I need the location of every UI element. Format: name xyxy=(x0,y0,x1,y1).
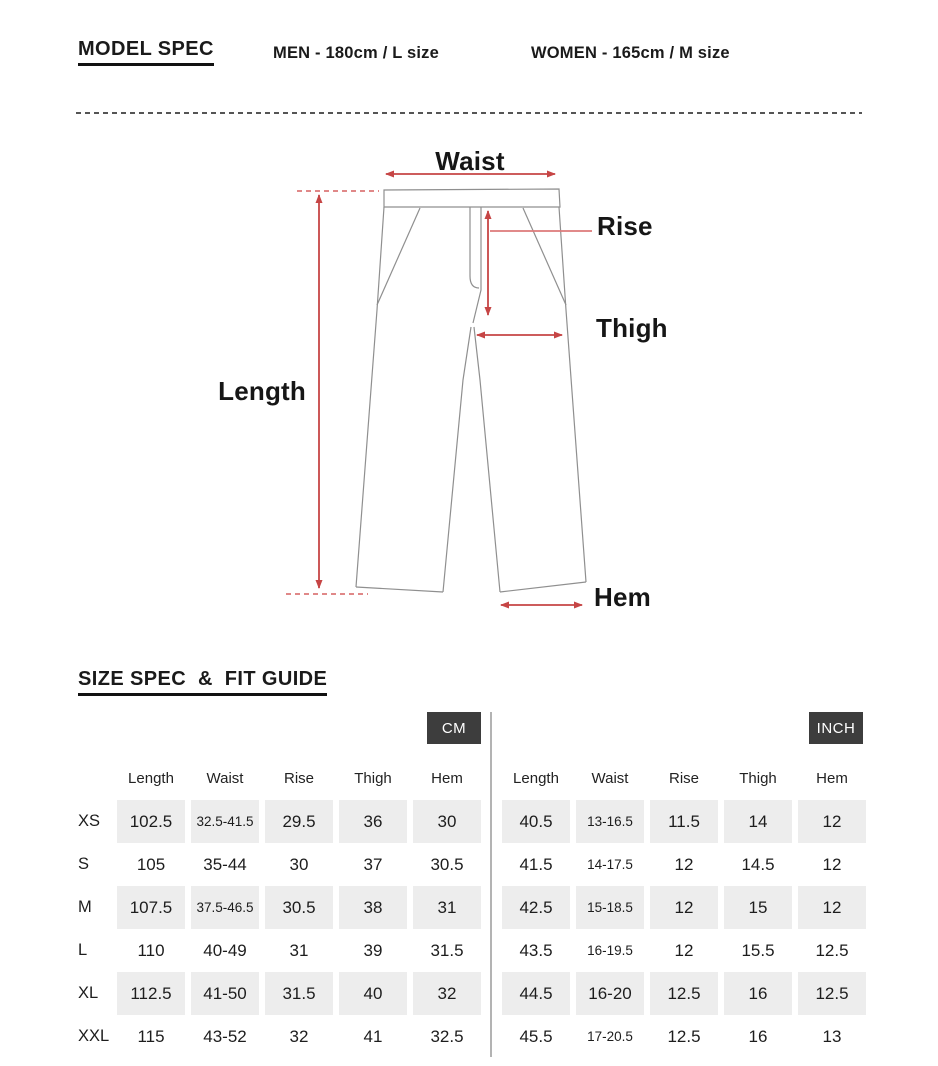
size-guide-title: SIZE SPEC & FIT GUIDE xyxy=(78,668,327,696)
spec-cell: 32 xyxy=(289,1026,309,1046)
spec-cell: 30.5 xyxy=(430,854,464,874)
spec-cell: 32.5 xyxy=(430,1026,464,1046)
spec-cell: 40 xyxy=(339,972,407,1015)
spec-cell: 17-20.5 xyxy=(587,1029,633,1044)
spec-cell: 12.5 xyxy=(815,940,849,960)
column-header: Thigh xyxy=(739,770,777,787)
spec-cell: 112.5 xyxy=(117,972,185,1015)
spec-cell: 32 xyxy=(413,972,481,1015)
spec-cell: 12.5 xyxy=(650,972,718,1015)
model-spec-women: WOMEN - 165cm / M size xyxy=(531,44,730,62)
size-row-label: XXL xyxy=(78,1027,110,1045)
spec-cell: 30 xyxy=(289,854,309,874)
inch-size-table xyxy=(502,757,866,1058)
waist-label: Waist xyxy=(435,146,505,176)
spec-cell: 39 xyxy=(363,940,383,960)
spec-cell: 45.5 xyxy=(519,1026,553,1046)
spec-cell: 110 xyxy=(137,940,165,960)
column-header: Rise xyxy=(668,770,699,787)
spec-cell: 44.5 xyxy=(502,972,570,1015)
spec-cell: 31.5 xyxy=(430,940,464,960)
spec-cell: 40-49 xyxy=(203,940,247,960)
spec-cell: 31 xyxy=(289,940,309,960)
spec-cell: 14.5 xyxy=(741,854,775,874)
spec-cell: 30.5 xyxy=(265,886,333,929)
spec-cell: 15 xyxy=(724,886,792,929)
column-header: Waist xyxy=(206,770,244,787)
spec-cell: 32.5-41.5 xyxy=(191,800,259,843)
length-label: Length xyxy=(218,376,306,406)
size-row-label: XS xyxy=(78,812,101,830)
column-header: Waist xyxy=(591,770,629,787)
spec-cell: 43-52 xyxy=(203,1026,247,1046)
spec-cell: 37.5-46.5 xyxy=(191,886,259,929)
spec-cell: 12.5 xyxy=(798,972,866,1015)
column-header: Rise xyxy=(283,770,314,787)
column-header: Hem xyxy=(816,770,848,787)
spec-cell: 12 xyxy=(822,854,842,874)
measurement-arrows xyxy=(286,174,592,605)
spec-cell: 43.5 xyxy=(519,940,553,960)
spec-cell: 13 xyxy=(822,1026,842,1046)
corner-cell xyxy=(78,757,111,800)
spec-cell: 37 xyxy=(363,854,383,874)
spec-cell: 107.5 xyxy=(117,886,185,929)
size-row-label: L xyxy=(78,941,88,959)
model-spec-men: MEN - 180cm / L size xyxy=(273,44,440,62)
spec-cell: 12.5 xyxy=(667,1026,701,1046)
cm-unit-badge: CM xyxy=(427,712,481,744)
spec-cell: 31.5 xyxy=(265,972,333,1015)
spec-cell: 36 xyxy=(339,800,407,843)
size-row-label: S xyxy=(78,855,90,873)
spec-cell: 41.5 xyxy=(519,854,553,874)
column-header: Length xyxy=(513,770,559,787)
spec-cell: 13-16.5 xyxy=(576,800,644,843)
table-divider xyxy=(490,712,492,1057)
spec-cell: 16 xyxy=(748,1026,768,1046)
spec-cell: 14 xyxy=(724,800,792,843)
spec-cell: 105 xyxy=(136,854,166,874)
model-spec-title: MODEL SPEC xyxy=(78,38,214,66)
spec-cell: 30 xyxy=(413,800,481,843)
spec-cell: 12 xyxy=(798,886,866,929)
spec-cell: 31 xyxy=(413,886,481,929)
spec-cell: 11.5 xyxy=(650,800,718,843)
spec-cell: 102.5 xyxy=(117,800,185,843)
column-header: Length xyxy=(128,770,174,787)
pants-outline xyxy=(356,189,586,592)
size-row-label: XL xyxy=(78,984,99,1002)
spec-cell: 12 xyxy=(674,854,694,874)
spec-cell: 40.5 xyxy=(502,800,570,843)
spec-cell: 42.5 xyxy=(502,886,570,929)
spec-cell: 12 xyxy=(674,940,694,960)
spec-cell: 12 xyxy=(798,800,866,843)
spec-cell: 35-44 xyxy=(203,854,247,874)
thigh-label: Thigh xyxy=(596,313,668,343)
spec-cell: 15.5 xyxy=(741,940,775,960)
spec-cell: 115 xyxy=(137,1026,165,1046)
column-header: Thigh xyxy=(354,770,392,787)
hem-label: Hem xyxy=(594,582,651,612)
column-header: Hem xyxy=(431,770,463,787)
spec-cell: 14-17.5 xyxy=(587,857,633,872)
spec-cell: 12 xyxy=(650,886,718,929)
spec-cell: 29.5 xyxy=(265,800,333,843)
spec-cell: 41 xyxy=(363,1026,383,1046)
spec-cell: 16-20 xyxy=(576,972,644,1015)
spec-cell: 15-18.5 xyxy=(576,886,644,929)
cm-size-table xyxy=(78,757,481,1058)
spec-cell: 16 xyxy=(724,972,792,1015)
spec-cell: 41-50 xyxy=(191,972,259,1015)
spec-cell: 16-19.5 xyxy=(587,943,633,958)
spec-cell: 38 xyxy=(339,886,407,929)
inch-unit-badge: INCH xyxy=(809,712,863,744)
size-row-label: M xyxy=(78,898,92,916)
rise-label: Rise xyxy=(597,211,653,241)
